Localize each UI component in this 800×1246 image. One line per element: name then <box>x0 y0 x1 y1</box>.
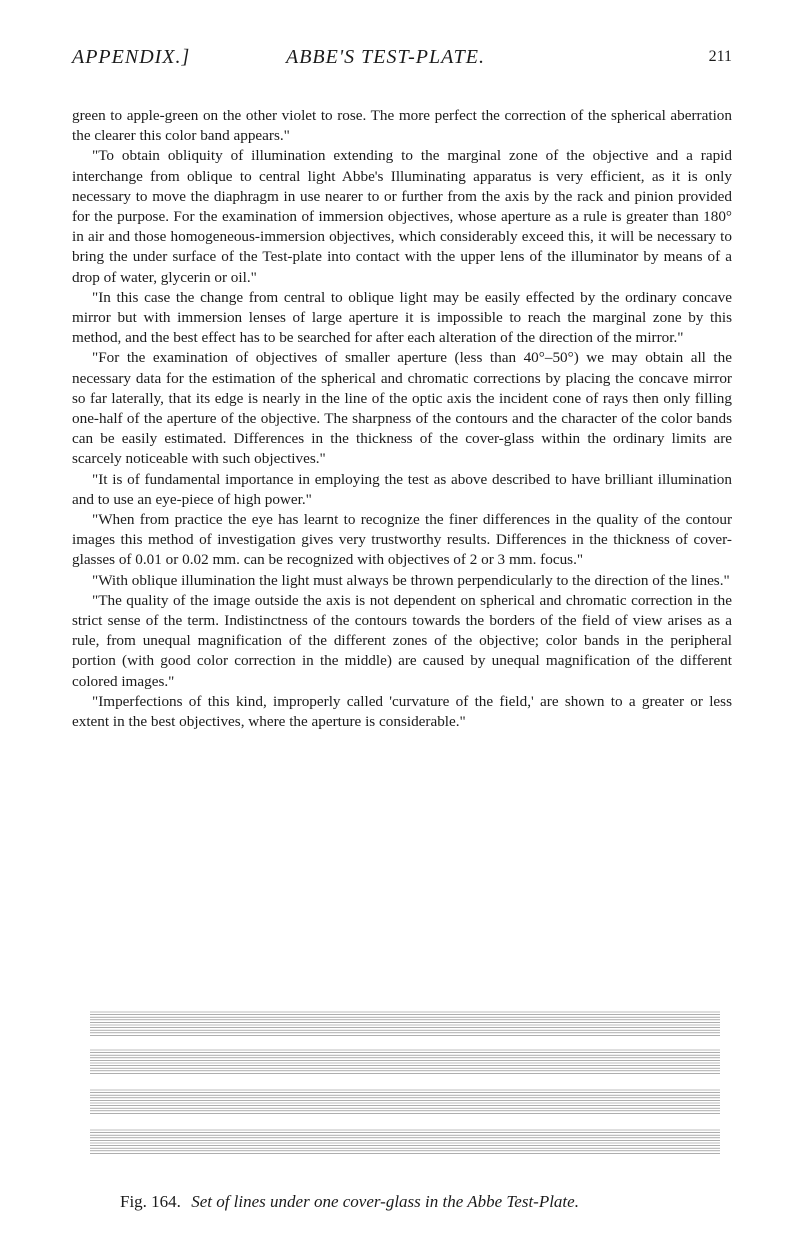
test-plate-figure <box>90 1010 720 1220</box>
body-text <box>72 106 732 732</box>
paragraph: "Imperfections of this kind, improperly called 'curvature of the field,' are shown to a greater or less extent in the best objectives, where the aperture is considerable." <box>72 692 732 731</box>
paragraph: "For the examination of objectives of smaller aperture (less than 40°–50°) we may obtain all the necessary data for the estimation of the spherical and chromatic corrections by placing the concave mirror so far laterally, that its edge is nearly in the line of the optic axis the incident cone of rays then only filling one-half of the aperture of the objective. The sharpness of the contours and the character of the color bands can be easily estimated. Differences in the thickness of the cover-glass within the ordinary limits are scarcely noticeable with such objectives." <box>72 349 732 468</box>
line-group <box>90 1130 720 1153</box>
line-group <box>90 1050 720 1073</box>
page-number: 211 <box>708 48 732 65</box>
paragraph: "With oblique illumination the light must always be thrown perpendicularly to the direction of the lines." <box>92 571 730 589</box>
line-group <box>90 1090 720 1113</box>
paragraph: "The quality of the image outside the axis is not dependent on spherical and chromatic correction in the strict sense of the term. Indistinctness of the contours towards the borders of the field of view arises as a rule, from unequal magnification of the different zones of the objective; color bands in the peripheral portion (with good color correction in the middle) are caused by unequal magnification of the different colored images." <box>72 591 732 690</box>
running-head-left: APPENDIX.] <box>72 46 191 68</box>
line-group <box>90 1012 720 1035</box>
paragraph: "When from practice the eye has learnt to recognize the finer differences in the quality of the contour images this method of investigation gives very trustworthy results. Differences in the thickness of cover-glasses of 0.01 or 0.02 mm. can be recognized with objectives of 2 or 3 mm. focus." <box>72 511 732 569</box>
paragraph: green to apple-green on the other violet to rose. The more perfect the correction of the spherical aberration the clearer this color band appears." <box>72 107 732 145</box>
paragraph: "It is of fundamental importance in employing the test as above described to have brilliant illumination and to use an eye-piece of high power." <box>72 470 732 508</box>
paragraph: "In this case the change from central to oblique light may be easily effected by the ordinary concave mirror but with immersion lenses of large aperture it is impossible to reach the marginal zone by this method, and the best effect has to be searched for after each alteration of the direction of the mirror." <box>72 288 732 347</box>
ruled-lines-illustration <box>90 1010 720 1172</box>
running-header <box>72 46 732 86</box>
running-head-title: ABBE'S TEST-PLATE. <box>286 46 485 68</box>
figure-caption <box>120 1192 720 1212</box>
figure-caption-text: Set of lines under one cover-glass in the Abbe Test-Plate. <box>191 1192 579 1211</box>
figure-label: Fig. 164. <box>120 1192 181 1211</box>
paragraph: "To obtain obliquity of illumination extending to the marginal zone of the objective and a rapid interchange from oblique to central light Abbe's Illuminating apparatus is very efficient, as it is only necessary to move the diaphragm in use nearer to or further from the axis by the rack and pinion provided for the purpose. For the examination of immersion objectives, whose aperture as a rule is greater than 180° in air and those homogeneous-immersion objectives, which considerably exceed this, it will be necessary to bring the under surface of the Test-plate into contact with the upper lens of the illuminator by means of a drop of water, glycerin or oil." <box>72 147 732 286</box>
